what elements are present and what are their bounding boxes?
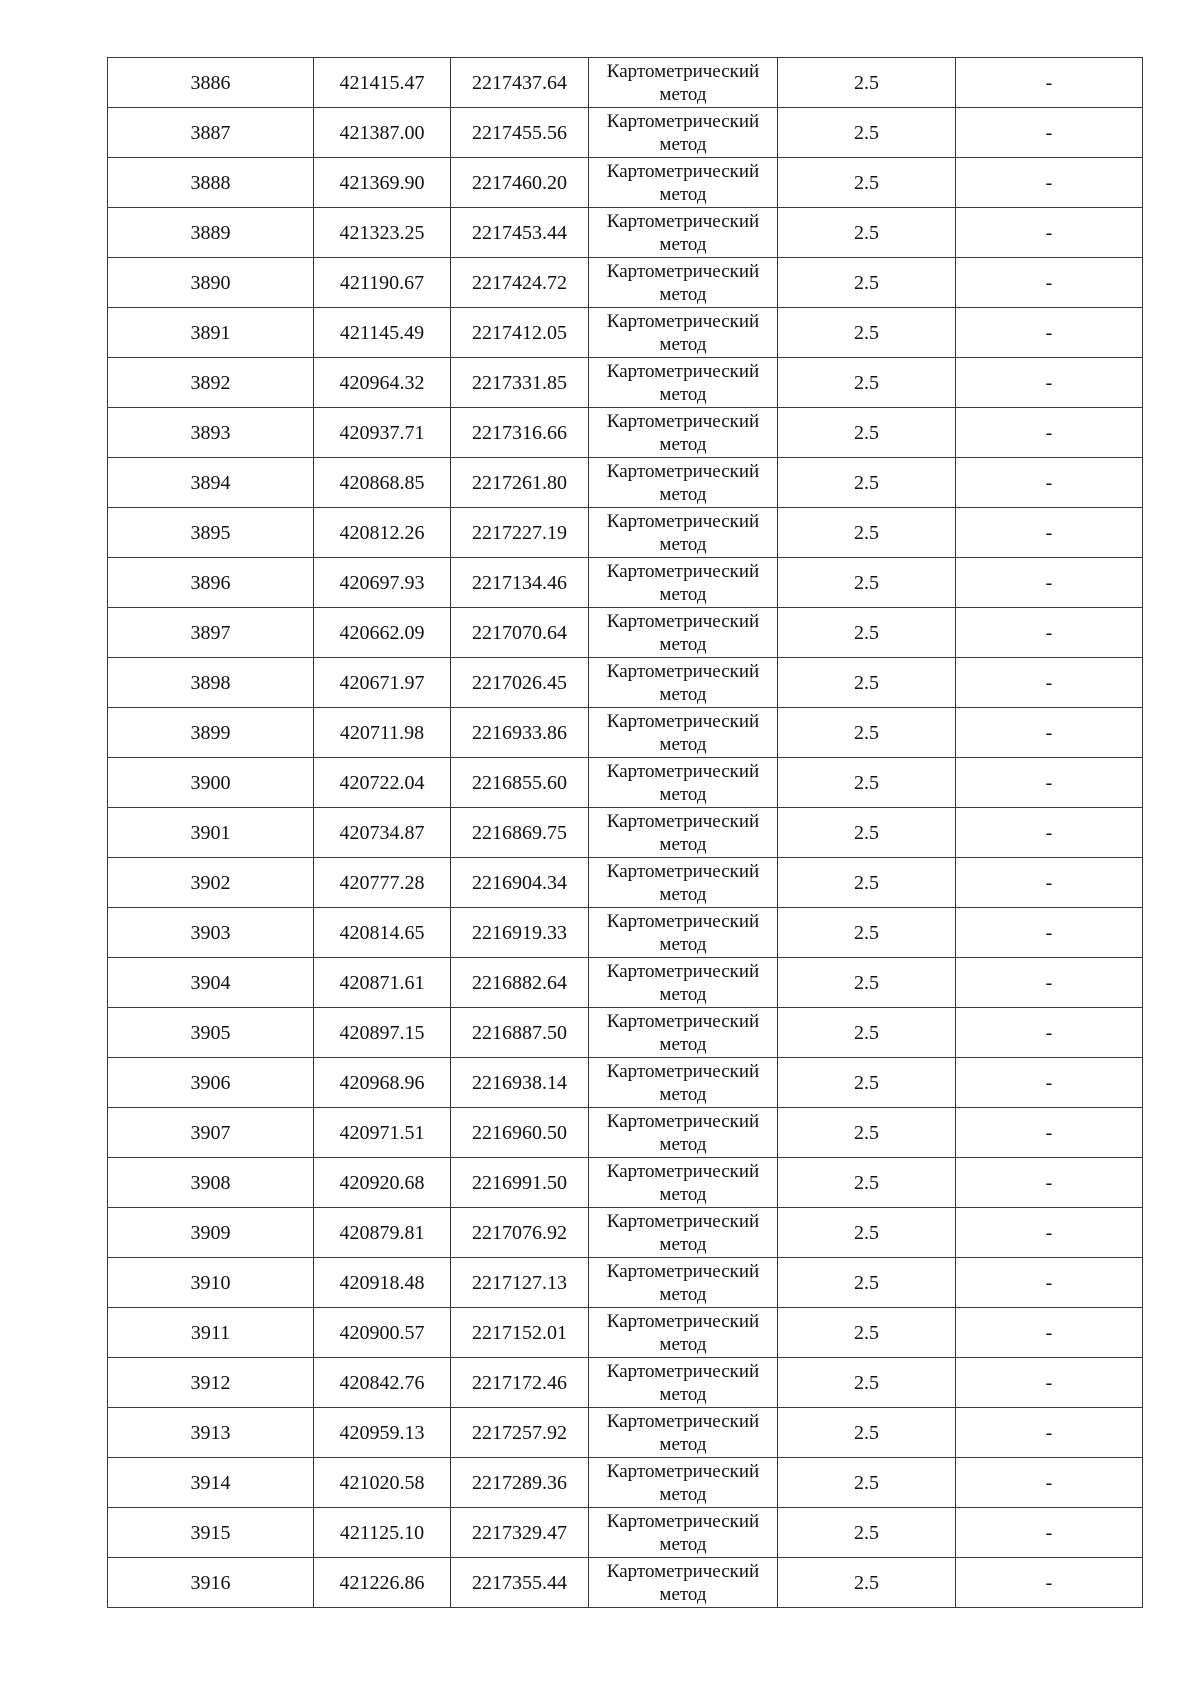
method-cell <box>589 1408 778 1458</box>
method-line-1: Картометрический <box>606 160 760 182</box>
method-line-2: метод <box>659 833 707 855</box>
accuracy-cell: 2.5 <box>778 758 956 808</box>
table-row <box>108 158 1143 208</box>
method-line-2: метод <box>659 683 707 705</box>
accuracy-cell: 2.5 <box>778 808 956 858</box>
table-row <box>108 908 1143 958</box>
method-line-2: метод <box>659 1183 707 1205</box>
method-line-2: метод <box>659 1333 707 1355</box>
method-line-2: метод <box>659 1283 707 1305</box>
method-line-1: Картометрический <box>606 410 760 432</box>
method-line-1: Картометрический <box>606 860 760 882</box>
accuracy-cell: 2.5 <box>778 158 956 208</box>
accuracy-cell: 2.5 <box>778 1258 956 1308</box>
accuracy-cell: 2.5 <box>778 708 956 758</box>
note-cell: - <box>956 1208 1143 1258</box>
table-row <box>108 808 1143 858</box>
accuracy-cell: 2.5 <box>778 508 956 558</box>
method-line-1: Картометрический <box>606 260 760 282</box>
method-line-1: Картометрический <box>606 1410 760 1432</box>
accuracy-cell: 2.5 <box>778 258 956 308</box>
method-line-2: метод <box>659 1033 707 1055</box>
point-number-cell: 3912 <box>108 1358 314 1408</box>
point-number-cell: 3900 <box>108 758 314 808</box>
x-coordinate-cell: 420968.96 <box>314 1058 451 1108</box>
table-row <box>108 208 1143 258</box>
method-line-1: Картометрический <box>606 810 760 832</box>
note-cell: - <box>956 308 1143 358</box>
note-cell: - <box>956 458 1143 508</box>
method-cell <box>589 458 778 508</box>
point-number-cell: 3904 <box>108 958 314 1008</box>
method-line-1: Картометрический <box>606 1460 760 1482</box>
method-cell <box>589 1208 778 1258</box>
y-coordinate-cell: 2217455.56 <box>451 108 589 158</box>
method-line-1: Картометрический <box>606 760 760 782</box>
method-cell <box>589 1108 778 1158</box>
accuracy-cell: 2.5 <box>778 308 956 358</box>
method-line-2: метод <box>659 1583 707 1605</box>
method-cell <box>589 1258 778 1308</box>
y-coordinate-cell: 2217070.64 <box>451 608 589 658</box>
y-coordinate-cell: 2216904.34 <box>451 858 589 908</box>
method-cell <box>589 558 778 608</box>
method-line-1: Картометрический <box>606 1210 760 1232</box>
method-cell <box>589 608 778 658</box>
coordinates-table-body <box>108 58 1143 1608</box>
table-row <box>108 458 1143 508</box>
accuracy-cell: 2.5 <box>778 908 956 958</box>
accuracy-cell: 2.5 <box>778 208 956 258</box>
method-line-1: Картометрический <box>606 1060 760 1082</box>
note-cell: - <box>956 1158 1143 1208</box>
accuracy-cell: 2.5 <box>778 1508 956 1558</box>
method-line-1: Картометрический <box>606 60 760 82</box>
x-coordinate-cell: 421387.00 <box>314 108 451 158</box>
y-coordinate-cell: 2217026.45 <box>451 658 589 708</box>
method-line-1: Картометрический <box>606 510 760 532</box>
method-cell <box>589 908 778 958</box>
note-cell: - <box>956 758 1143 808</box>
method-cell <box>589 1008 778 1058</box>
method-cell <box>589 108 778 158</box>
y-coordinate-cell: 2217289.36 <box>451 1458 589 1508</box>
y-coordinate-cell: 2217127.13 <box>451 1258 589 1308</box>
note-cell: - <box>956 1258 1143 1308</box>
x-coordinate-cell: 421145.49 <box>314 308 451 358</box>
point-number-cell: 3891 <box>108 308 314 358</box>
note-cell: - <box>956 608 1143 658</box>
x-coordinate-cell: 420920.68 <box>314 1158 451 1208</box>
point-number-cell: 3895 <box>108 508 314 558</box>
y-coordinate-cell: 2216882.64 <box>451 958 589 1008</box>
x-coordinate-cell: 420900.57 <box>314 1308 451 1358</box>
method-line-2: метод <box>659 983 707 1005</box>
note-cell: - <box>956 58 1143 108</box>
x-coordinate-cell: 420662.09 <box>314 608 451 658</box>
y-coordinate-cell: 2216919.33 <box>451 908 589 958</box>
point-number-cell: 3906 <box>108 1058 314 1108</box>
table-row <box>108 258 1143 308</box>
method-line-2: метод <box>659 1383 707 1405</box>
x-coordinate-cell: 420734.87 <box>314 808 451 858</box>
method-cell <box>589 258 778 308</box>
accuracy-cell: 2.5 <box>778 608 956 658</box>
point-number-cell: 3890 <box>108 258 314 308</box>
coordinates-table <box>107 57 1143 1608</box>
method-cell <box>589 958 778 1008</box>
method-line-1: Картометрический <box>606 210 760 232</box>
point-number-cell: 3893 <box>108 408 314 458</box>
method-line-1: Картометрический <box>606 960 760 982</box>
accuracy-cell: 2.5 <box>778 1108 956 1158</box>
accuracy-cell: 2.5 <box>778 408 956 458</box>
y-coordinate-cell: 2217424.72 <box>451 258 589 308</box>
method-cell <box>589 758 778 808</box>
method-cell <box>589 158 778 208</box>
y-coordinate-cell: 2216869.75 <box>451 808 589 858</box>
y-coordinate-cell: 2217355.44 <box>451 1558 589 1608</box>
method-cell <box>589 408 778 458</box>
method-cell <box>589 208 778 258</box>
note-cell: - <box>956 908 1143 958</box>
note-cell: - <box>956 358 1143 408</box>
x-coordinate-cell: 420777.28 <box>314 858 451 908</box>
table-row <box>108 708 1143 758</box>
method-line-1: Картометрический <box>606 710 760 732</box>
x-coordinate-cell: 420964.32 <box>314 358 451 408</box>
accuracy-cell: 2.5 <box>778 858 956 908</box>
x-coordinate-cell: 421323.25 <box>314 208 451 258</box>
y-coordinate-cell: 2217412.05 <box>451 308 589 358</box>
x-coordinate-cell: 420871.61 <box>314 958 451 1008</box>
x-coordinate-cell: 420918.48 <box>314 1258 451 1308</box>
point-number-cell: 3888 <box>108 158 314 208</box>
method-cell <box>589 508 778 558</box>
point-number-cell: 3916 <box>108 1558 314 1608</box>
method-line-2: метод <box>659 633 707 655</box>
table-row <box>108 108 1143 158</box>
method-line-1: Картометрический <box>606 1510 760 1532</box>
method-line-2: метод <box>659 1133 707 1155</box>
method-line-1: Картометрический <box>606 560 760 582</box>
method-cell <box>589 1308 778 1358</box>
y-coordinate-cell: 2217152.01 <box>451 1308 589 1358</box>
method-line-2: метод <box>659 83 707 105</box>
x-coordinate-cell: 420959.13 <box>314 1408 451 1458</box>
point-number-cell: 3889 <box>108 208 314 258</box>
table-row <box>108 1058 1143 1108</box>
x-coordinate-cell: 421226.86 <box>314 1558 451 1608</box>
table-row <box>108 1308 1143 1358</box>
accuracy-cell: 2.5 <box>778 1158 956 1208</box>
method-line-1: Картометрический <box>606 910 760 932</box>
note-cell: - <box>956 1358 1143 1408</box>
x-coordinate-cell: 421415.47 <box>314 58 451 108</box>
method-cell <box>589 1558 778 1608</box>
point-number-cell: 3909 <box>108 1208 314 1258</box>
x-coordinate-cell: 421125.10 <box>314 1508 451 1558</box>
method-line-1: Картометрический <box>606 1010 760 1032</box>
accuracy-cell: 2.5 <box>778 58 956 108</box>
method-cell <box>589 658 778 708</box>
point-number-cell: 3910 <box>108 1258 314 1308</box>
method-line-2: метод <box>659 533 707 555</box>
point-number-cell: 3907 <box>108 1108 314 1158</box>
table-row <box>108 558 1143 608</box>
accuracy-cell: 2.5 <box>778 1058 956 1108</box>
y-coordinate-cell: 2217261.80 <box>451 458 589 508</box>
table-row <box>108 1258 1143 1308</box>
method-line-2: метод <box>659 383 707 405</box>
note-cell: - <box>956 408 1143 458</box>
note-cell: - <box>956 1408 1143 1458</box>
point-number-cell: 3892 <box>108 358 314 408</box>
accuracy-cell: 2.5 <box>778 358 956 408</box>
accuracy-cell: 2.5 <box>778 958 956 1008</box>
accuracy-cell: 2.5 <box>778 558 956 608</box>
point-number-cell: 3915 <box>108 1508 314 1558</box>
accuracy-cell: 2.5 <box>778 1008 956 1058</box>
point-number-cell: 3897 <box>108 608 314 658</box>
point-number-cell: 3896 <box>108 558 314 608</box>
method-line-2: метод <box>659 1533 707 1555</box>
note-cell: - <box>956 258 1143 308</box>
y-coordinate-cell: 2217437.64 <box>451 58 589 108</box>
point-number-cell: 3914 <box>108 1458 314 1508</box>
table-row <box>108 858 1143 908</box>
method-line-2: метод <box>659 1433 707 1455</box>
y-coordinate-cell: 2216887.50 <box>451 1008 589 1058</box>
method-line-1: Картометрический <box>606 310 760 332</box>
table-row <box>108 58 1143 108</box>
method-line-1: Картометрический <box>606 1160 760 1182</box>
x-coordinate-cell: 420937.71 <box>314 408 451 458</box>
x-coordinate-cell: 420842.76 <box>314 1358 451 1408</box>
note-cell: - <box>956 1458 1143 1508</box>
method-line-1: Картометрический <box>606 1360 760 1382</box>
method-line-2: метод <box>659 433 707 455</box>
note-cell: - <box>956 1308 1143 1358</box>
note-cell: - <box>956 108 1143 158</box>
method-line-2: метод <box>659 1083 707 1105</box>
y-coordinate-cell: 2217460.20 <box>451 158 589 208</box>
method-cell <box>589 358 778 408</box>
note-cell: - <box>956 1008 1143 1058</box>
method-line-1: Картометрический <box>606 660 760 682</box>
x-coordinate-cell: 420711.98 <box>314 708 451 758</box>
table-row <box>108 958 1143 1008</box>
y-coordinate-cell: 2217453.44 <box>451 208 589 258</box>
method-line-1: Картометрический <box>606 110 760 132</box>
note-cell: - <box>956 508 1143 558</box>
point-number-cell: 3905 <box>108 1008 314 1058</box>
method-cell <box>589 1158 778 1208</box>
point-number-cell: 3908 <box>108 1158 314 1208</box>
y-coordinate-cell: 2217257.92 <box>451 1408 589 1458</box>
note-cell: - <box>956 1558 1143 1608</box>
method-line-2: метод <box>659 733 707 755</box>
y-coordinate-cell: 2217134.46 <box>451 558 589 608</box>
method-cell <box>589 808 778 858</box>
table-row <box>108 758 1143 808</box>
y-coordinate-cell: 2217172.46 <box>451 1358 589 1408</box>
note-cell: - <box>956 208 1143 258</box>
note-cell: - <box>956 558 1143 608</box>
table-row <box>108 1458 1143 1508</box>
table-row <box>108 408 1143 458</box>
y-coordinate-cell: 2216991.50 <box>451 1158 589 1208</box>
method-line-2: метод <box>659 933 707 955</box>
point-number-cell: 3886 <box>108 58 314 108</box>
method-cell <box>589 58 778 108</box>
method-line-1: Картометрический <box>606 610 760 632</box>
note-cell: - <box>956 958 1143 1008</box>
method-line-1: Картометрический <box>606 1110 760 1132</box>
y-coordinate-cell: 2217316.66 <box>451 408 589 458</box>
method-line-1: Картометрический <box>606 1560 760 1582</box>
point-number-cell: 3903 <box>108 908 314 958</box>
note-cell: - <box>956 658 1143 708</box>
y-coordinate-cell: 2217076.92 <box>451 1208 589 1258</box>
note-cell: - <box>956 1108 1143 1158</box>
table-row <box>108 1158 1143 1208</box>
method-cell <box>589 858 778 908</box>
method-line-1: Картометрический <box>606 460 760 482</box>
note-cell: - <box>956 1508 1143 1558</box>
y-coordinate-cell: 2216933.86 <box>451 708 589 758</box>
method-cell <box>589 708 778 758</box>
accuracy-cell: 2.5 <box>778 458 956 508</box>
x-coordinate-cell: 420671.97 <box>314 658 451 708</box>
method-cell <box>589 308 778 358</box>
table-row <box>108 508 1143 558</box>
accuracy-cell: 2.5 <box>778 1358 956 1408</box>
accuracy-cell: 2.5 <box>778 658 956 708</box>
accuracy-cell: 2.5 <box>778 108 956 158</box>
method-line-2: метод <box>659 783 707 805</box>
point-number-cell: 3887 <box>108 108 314 158</box>
note-cell: - <box>956 1058 1143 1108</box>
method-line-2: метод <box>659 133 707 155</box>
x-coordinate-cell: 420697.93 <box>314 558 451 608</box>
accuracy-cell: 2.5 <box>778 1458 956 1508</box>
accuracy-cell: 2.5 <box>778 1408 956 1458</box>
point-number-cell: 3898 <box>108 658 314 708</box>
method-cell <box>589 1458 778 1508</box>
y-coordinate-cell: 2217227.19 <box>451 508 589 558</box>
y-coordinate-cell: 2217331.85 <box>451 358 589 408</box>
y-coordinate-cell: 2216960.50 <box>451 1108 589 1158</box>
note-cell: - <box>956 708 1143 758</box>
table-row <box>108 658 1143 708</box>
note-cell: - <box>956 158 1143 208</box>
table-row <box>108 1008 1143 1058</box>
method-cell <box>589 1358 778 1408</box>
x-coordinate-cell: 421190.67 <box>314 258 451 308</box>
note-cell: - <box>956 808 1143 858</box>
y-coordinate-cell: 2216938.14 <box>451 1058 589 1108</box>
point-number-cell: 3913 <box>108 1408 314 1458</box>
method-line-1: Картометрический <box>606 360 760 382</box>
point-number-cell: 3911 <box>108 1308 314 1358</box>
table-row <box>108 1408 1143 1458</box>
method-cell <box>589 1508 778 1558</box>
table-row <box>108 1358 1143 1408</box>
y-coordinate-cell: 2216855.60 <box>451 758 589 808</box>
method-line-2: метод <box>659 183 707 205</box>
method-line-2: метод <box>659 233 707 255</box>
table-row <box>108 1208 1143 1258</box>
point-number-cell: 3894 <box>108 458 314 508</box>
x-coordinate-cell: 421020.58 <box>314 1458 451 1508</box>
accuracy-cell: 2.5 <box>778 1308 956 1358</box>
accuracy-cell: 2.5 <box>778 1558 956 1608</box>
method-line-2: метод <box>659 583 707 605</box>
x-coordinate-cell: 420897.15 <box>314 1008 451 1058</box>
table-row <box>108 1508 1143 1558</box>
table-row <box>108 358 1143 408</box>
method-line-2: метод <box>659 883 707 905</box>
method-line-2: метод <box>659 333 707 355</box>
method-line-2: метод <box>659 483 707 505</box>
table-row <box>108 308 1143 358</box>
note-cell: - <box>956 858 1143 908</box>
method-line-2: метод <box>659 1233 707 1255</box>
x-coordinate-cell: 421369.90 <box>314 158 451 208</box>
point-number-cell: 3902 <box>108 858 314 908</box>
method-line-2: метод <box>659 283 707 305</box>
x-coordinate-cell: 420814.65 <box>314 908 451 958</box>
method-line-1: Картометрический <box>606 1310 760 1332</box>
x-coordinate-cell: 420879.81 <box>314 1208 451 1258</box>
x-coordinate-cell: 420868.85 <box>314 458 451 508</box>
point-number-cell: 3901 <box>108 808 314 858</box>
table-row <box>108 1108 1143 1158</box>
accuracy-cell: 2.5 <box>778 1208 956 1258</box>
method-line-1: Картометрический <box>606 1260 760 1282</box>
x-coordinate-cell: 420722.04 <box>314 758 451 808</box>
x-coordinate-cell: 420971.51 <box>314 1108 451 1158</box>
x-coordinate-cell: 420812.26 <box>314 508 451 558</box>
table-row <box>108 608 1143 658</box>
point-number-cell: 3899 <box>108 708 314 758</box>
table-row <box>108 1558 1143 1608</box>
method-line-2: метод <box>659 1483 707 1505</box>
y-coordinate-cell: 2217329.47 <box>451 1508 589 1558</box>
method-cell <box>589 1058 778 1108</box>
